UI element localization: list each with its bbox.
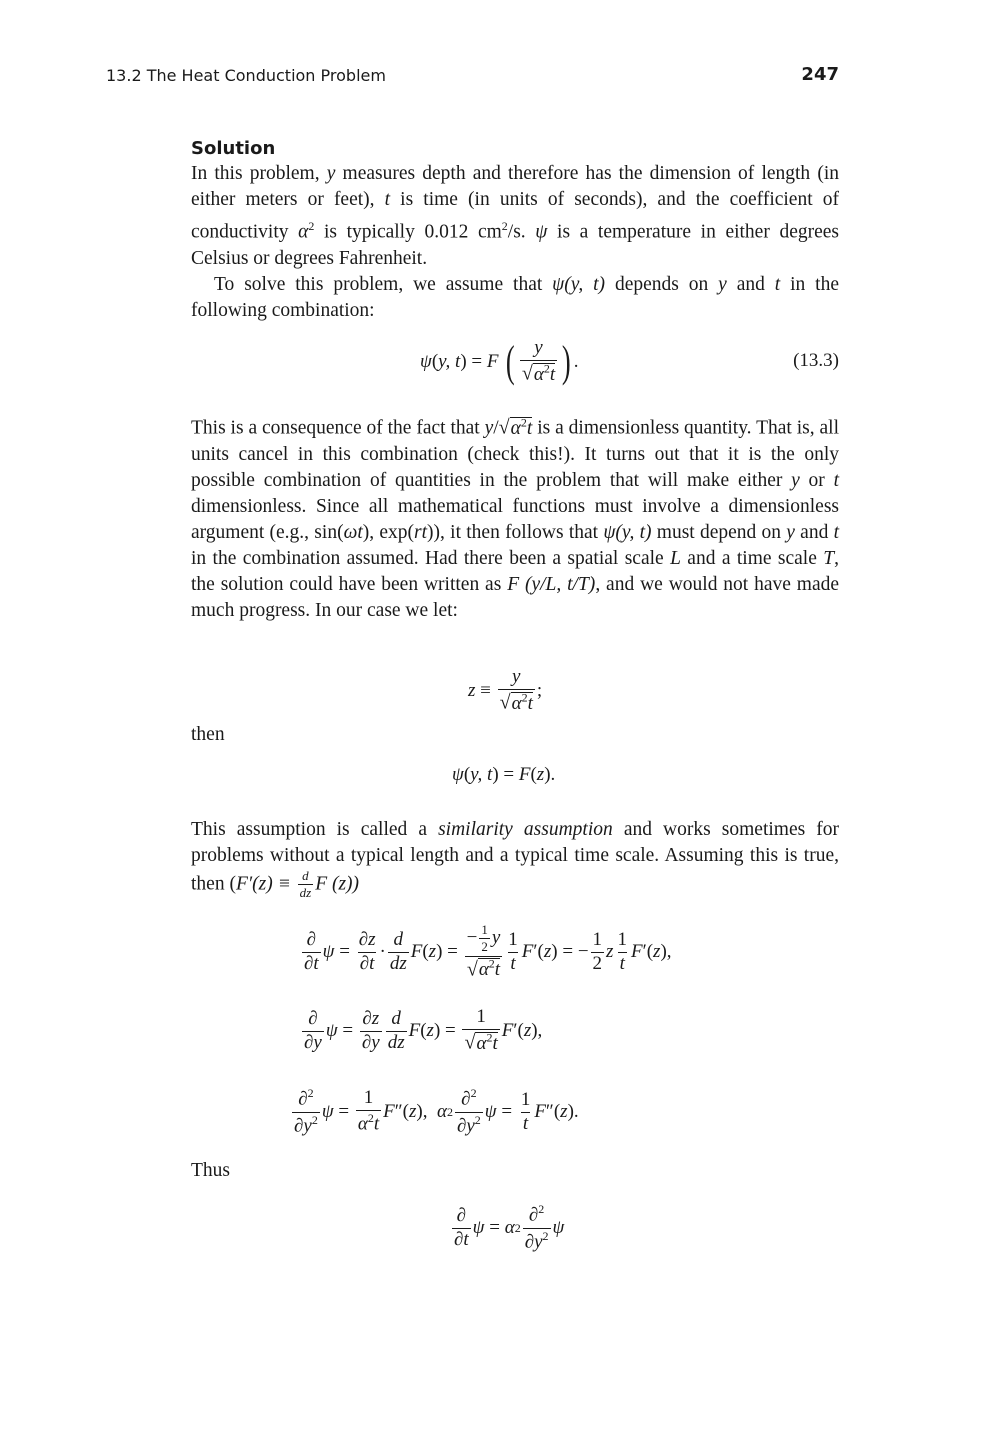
paragraph-3: This is a consequence of the fact that $y/√\alpha^2t$ is a dimensionless quantity. That is, all units cancel in this combination (check this!). It turns out that it is the only possible combination of quantities in the problem that will make either y or t dimensionless. Since all mathematical functions must involve a dimensionless argument (e.g., sin(ωt), exp(rt)), it then follows that ψ(y, t) must depend on y and t in the combination assumed. Had there been a spatial scale L and a time scale T, the solution could have been written as F (y/L, t/T), and we would not have made much progress. In our case we let: bbox=[191, 415, 840, 621]
then-text: then bbox=[191, 724, 225, 745]
equation-dy-psi: $\frac{\partial}{\partial y}$ ψ = $\frac{\partial z}{\partial y}$ $\frac{d}{dz}$ F ( z ) = $\frac{1}{√\alpha^2t}$ F ′( z ), bbox=[304, 1006, 543, 1054]
page-header bbox=[106, 66, 839, 90]
paragraph-1: In this problem, y measures depth and therefore has the dimension of length (in either meters or feet), t is time (in units of seconds), and the coefficient of conductivity $\alpha^2$ is typically 0.012 $cm^2/s$. ψ is a temperature in either degrees Celsius or degrees Fahrenheit. To solve this problem, we assume that ψ(y, t) depends on y and t in the following combination: bbox=[191, 161, 839, 324]
paragraph-4: This assumption is called a similarity assumption and works sometimes for problems without a typical length and a typical time scale. Assuming this is true, then (F′(z) ≡ $\frac{d}{dz}$ F (z)) bbox=[191, 819, 839, 901]
solution-heading: Solution bbox=[191, 138, 276, 159]
equation-psi-F: ψ ( y, t ) = F ( z ). bbox=[452, 764, 556, 785]
running-head: 13.2 The Heat Conduction Problem bbox=[106, 66, 386, 85]
paragraph-2: To solve this problem, we assume that ψ(y, t) depends on y and t in the following combination: bbox=[191, 273, 839, 321]
equation-13-3: ψ ( y, t ) = F ( $\frac{y}{√\alpha^2t}$ ) . bbox=[420, 337, 579, 386]
equation-dyy-psi: $\frac{\partial^2}{\partial y^2}$ ψ = $\frac{1}{\alpha^2t}$ F ″( z ), α 2 $\frac{\partial^2}{\partial y^2}$ ψ = $\frac{1}{t}$ F ″( z ). bbox=[294, 1086, 579, 1136]
equation-z-definition: z ≡ $\frac{y}{√\alpha^2t}$ ; bbox=[468, 666, 543, 714]
equation-heat: $\frac{\partial}{\partial t}$ ψ = α 2 $\frac{\partial^2}{\partial y^2}$ ψ bbox=[454, 1202, 565, 1252]
equation-dt-psi: $\frac{\partial}{\partial t}$ ψ = $\frac{\partial z}{\partial t}$ · $\frac{d}{dz}$ F ( z ) = − $\frac{1}{2}$ y $√\alpha^2t$ $\frac{1}{t}$ F ′( z ) = − $\frac{1}{2}$ z $\frac{1}{t}$ F ′( z ), bbox=[304, 922, 672, 981]
equation-number: (13.3) bbox=[793, 350, 839, 371]
thus-text: Thus bbox=[191, 1160, 230, 1181]
page-number: 247 bbox=[801, 64, 839, 85]
